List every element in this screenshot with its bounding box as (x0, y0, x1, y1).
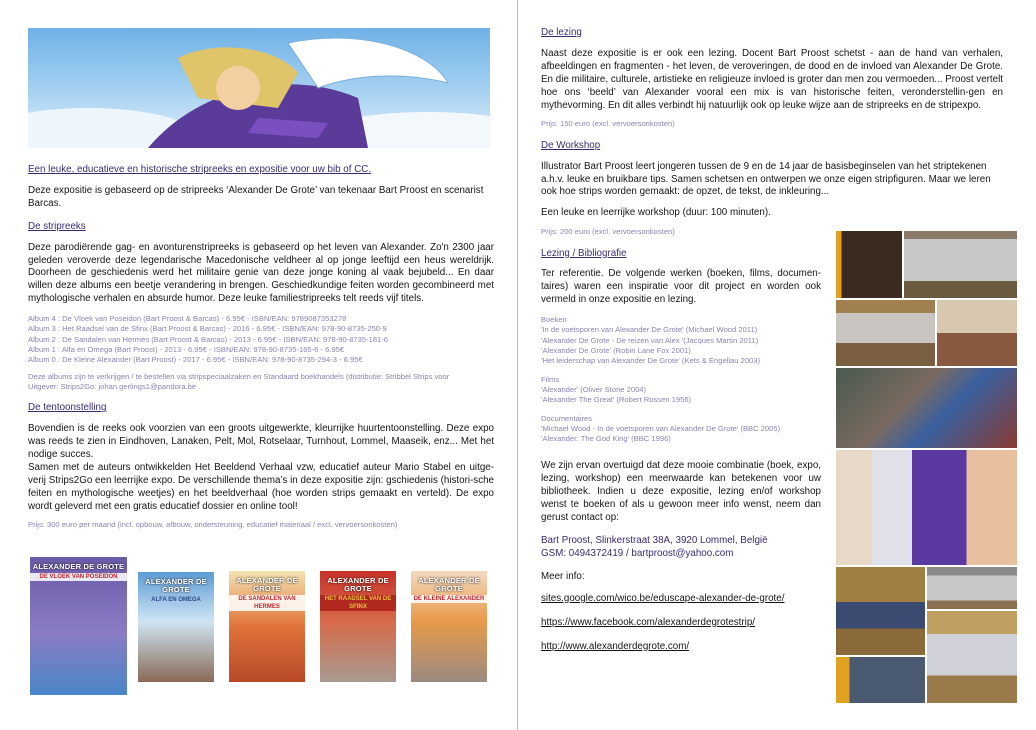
photo-exhibition-panels (904, 231, 1017, 298)
photo-panel-row (927, 567, 1017, 609)
photo-gallery-corridor (927, 611, 1017, 703)
tentoonstelling-price: Prijs: 300 euro per maand (incl. opbouw, afbouw, ondersteuning, educatief materiaal / excl. vervoersonkosten) (28, 520, 398, 530)
heading-workshop: De Workshop (541, 139, 601, 151)
heading-stripreeks: De stripreeks (28, 220, 86, 232)
bib-item: 'Alexander De Grote' (Robin Lane Fox 2001) (541, 346, 691, 356)
group-label: Documentaires (541, 413, 593, 423)
bibliography-books (541, 315, 826, 366)
bibliografie-intro: Ter referentie. De volgende werken (boeken, films, documen-taires) waren een inspiratie voor dit project en worden ook vermeld in onze expositie en lezing. (541, 268, 821, 306)
photo-easels (937, 300, 1017, 366)
album-covers (30, 557, 490, 697)
link-eduscape[interactable]: sites.google.com/wico.be/eduscape-alexander-de-grote/ (541, 592, 785, 604)
photo-workshop-kids (836, 368, 1017, 448)
group-label: Boeken (541, 315, 567, 325)
album-cover-1 (138, 572, 214, 682)
closing-text: We zijn ervan overtuigd dat deze mooie combinatie (boek, expo, lezing, workshop) een meerwaarde kan betekenen voor uw bibliotheek. Indien u deze expositie, lezing en/of workshop wenst te boeken of als u gewoon meer info wenst, neem dan gerust contact op: (541, 460, 821, 524)
contact-address: Bart Proost, Slinkerstraat 38A, 3920 Lommel, België (541, 534, 768, 546)
bib-item: 'Alexander: The God King' (BBC 1996) (541, 434, 671, 444)
album-list (28, 314, 494, 365)
cover-title: ALEXANDER DE GROTE (236, 576, 298, 593)
bib-item: 'Het leiderschap van Alexander De Grote' (Kets & Engellau 2003) (541, 356, 761, 366)
heading-bibliografie: Lezing / Bibliografie (541, 247, 627, 259)
photo-exhibition-hall (836, 300, 935, 366)
availability-text: Deze albums zijn te verkrijgen / te bestellen via stripspeciaalzaken en Standaard boekhandels (distributie: Stribbel Strips voor Uitgever: Strips2Go: johan.gerlings1@pandora.be . (28, 371, 450, 391)
bib-item: 'Alexander The Great' (Robert Rossen 1956) (541, 395, 692, 405)
bib-item: 'Alexander De Grote - De reizen van Alex '(Jacques Martin 2011) (541, 335, 759, 345)
album-cover-3 (320, 571, 396, 682)
group-label: Films (541, 374, 560, 384)
workshop-duration: Een leuke en leerrijke workshop (duur: 100 minuten). (541, 207, 771, 219)
link-website[interactable]: http://www.alexanderdegrote.com/ (541, 640, 690, 652)
cover-title: ALEXANDER DE GROTE (145, 577, 207, 594)
left-text-column (28, 164, 494, 531)
more-info-label: Meer info: (541, 570, 585, 582)
bibliography-documentaries (541, 414, 826, 445)
album-item: Album 4 : De Vloek van Poseidon (Bart Proost & Barcas) - 6.95€ - ISBN/EAN: 9789087353278 (28, 314, 347, 324)
tentoonstelling-body-2: Samen met de auteurs ontwikkelden Het Beeldend Verhaal vzw, educatief auteur Mario Stabel en uitge-verij Strips2Go een leerrijke expo. De verschillende thema’s in deze expositie zijn: gschiedenis (histori-sche feiten en mythologische weetjes) en het beeldverhaal (hoe worden strips gemaakt en verteld). De expo wordt geleverd met een gratis educatief dossier en online tool! (28, 461, 494, 512)
workshop-price: Prijs: 200 euro (excl. vervoersonkosten) (541, 227, 675, 237)
cover-title: ALEXANDER DE GROTE (327, 576, 389, 593)
photo-costumed-presenters (836, 450, 1017, 565)
cover-title: ALFA EN OMEGA (151, 597, 201, 603)
cover-title: ALEXANDER DE GROTE (418, 576, 480, 593)
album-cover-4 (30, 557, 127, 695)
stripreeks-body: Deze parodiërende gag- en avonturenstripreeks is gebaseerd op het leven van Alexander. Zo'n 2300 jaar geleden veroverde deze legendarische Macedonische veldheer al op jonge leeftijd een heus wereldrijk. Doorheen de geschiedenis werd het militaire genie van deze jonge koning al vaak bejubeld... En daar willen deze albums een beetje verandering in brengen. Geschiedkundige feiten worden gecombineerd met mythologische verhalen en absurde humor. Deze leuke familiestripreeks telt reeds vijf titels. (28, 241, 494, 305)
cover-title: DE SANDALEN VAN HERMES (229, 595, 305, 611)
photo-helmets (836, 657, 925, 703)
photo-venue-interior (836, 567, 925, 655)
album-item: Album 0 : De Kleine Alexander (Bart Proost) - 2017 - 6.95€ - ISBN/EAN: 978-90-8735-294-3 - 6.95€ (28, 355, 363, 365)
intro-text: Deze expositie is gebaseerd op de stripreeks ‘Alexander De Grote’ van tekenaar Bart Proost en scenarist Barcas. (28, 184, 484, 209)
album-cover-2 (229, 571, 305, 682)
bib-item: 'Alexander' (Oliver Stone 2004) (541, 384, 647, 394)
album-item: Album 1 : Alfa en Omega (Bart Proost) - 2013 - 6.95€ - ISBN/EAN: 978-90-8735-165-6 - 6.95€ (28, 345, 345, 355)
album-item: Album 2 : De Sandalen van Hermes (Bart Proost & Barcas) - 2013 - 6.95€ - ISBN/EAN: 978-90-8735-181-6 (28, 334, 389, 344)
link-facebook[interactable]: https://www.facebook.com/alexanderdegrotestrip/ (541, 616, 756, 628)
album-cover-0 (411, 571, 487, 682)
contact-phone-email: GSM: 0494372419 / bartproost@yahoo.com (541, 547, 734, 559)
headline: Een leuke, educatieve en historische stripreeks en expositie voor uw bib of CC. (28, 164, 372, 175)
bib-item: 'In de voetsporen van Alexander De Grote' (Michael Wood 2011) (541, 325, 758, 335)
cover-title: HET RAADSEL VAN DE SFINX (320, 595, 396, 611)
album-item: Album 3 : Het Raadsel van de Sfinx (Bart Proost & Barcas) - 2016 - 6.95€ - ISBN/EAN: 978-90-8735-250-9 (28, 324, 387, 334)
lezing-price: Prijs: 150 euro (excl. vervoersonkosten) (541, 119, 675, 129)
workshop-body: Illustrator Bart Proost leert jongeren tussen de 9 en de 14 jaar de basisbeginselen van het striptekenen a.h.v. leuke en bruikbare tips. Samen schetsen en ontwerpen we onze eigen stripfiguren. Maar we leren ook hoe strips worden gemaakt: de opzet, de tekst, de inkleuring... (541, 160, 991, 198)
tentoonstelling-body-1: Bovendien is de reeks ook voorzien van een groots uitgewerkte, kleurrijke huurtentoonstelling. Deze expo was reeds te zien in Eindhoven, Lanaken, Pelt, Mol, Rotselaar, Turnhout, Lommel, Maaseik, enz... Met het nodige succes. (28, 423, 494, 460)
heading-tentoonstelling: De tentoonstelling (28, 402, 107, 414)
cover-title: ALEXANDER DE GROTE (32, 562, 125, 571)
cover-title: DE KLEINE ALEXANDER (411, 595, 487, 603)
lezing-body: Naast deze expositie is er ook een lezing. Docent Bart Proost schetst - aan de hand van verhalen, afbeeldingen en fragmenten - het leven, de veroveringen, de dood en de invloed van Alexander De Grote. En die militaire, culturele, artistieke en religieuze invloed is groter dan men zou vermoeden... Proost vertelt hoe ons ‘beeld’ van Alexander vooral een mix is van historische feiten, veronderstellin-gen en mythevorming. En dit alles verbindt hij natuurlijk ook op leuke wijze aan de stripreeks en de stripexpo. (541, 47, 1003, 111)
photo-comic-display (836, 231, 902, 298)
bib-item: 'Michael Wood - In de voetsporen van Alexander De Grote' (BBC 2005) (541, 423, 781, 433)
page-divider (517, 0, 518, 730)
heading-lezing: De lezing (541, 27, 582, 38)
cover-title: DE VLOEK VAN POSEIDON (30, 573, 127, 581)
banner-illustration (28, 28, 490, 148)
bibliography-films (541, 375, 826, 406)
